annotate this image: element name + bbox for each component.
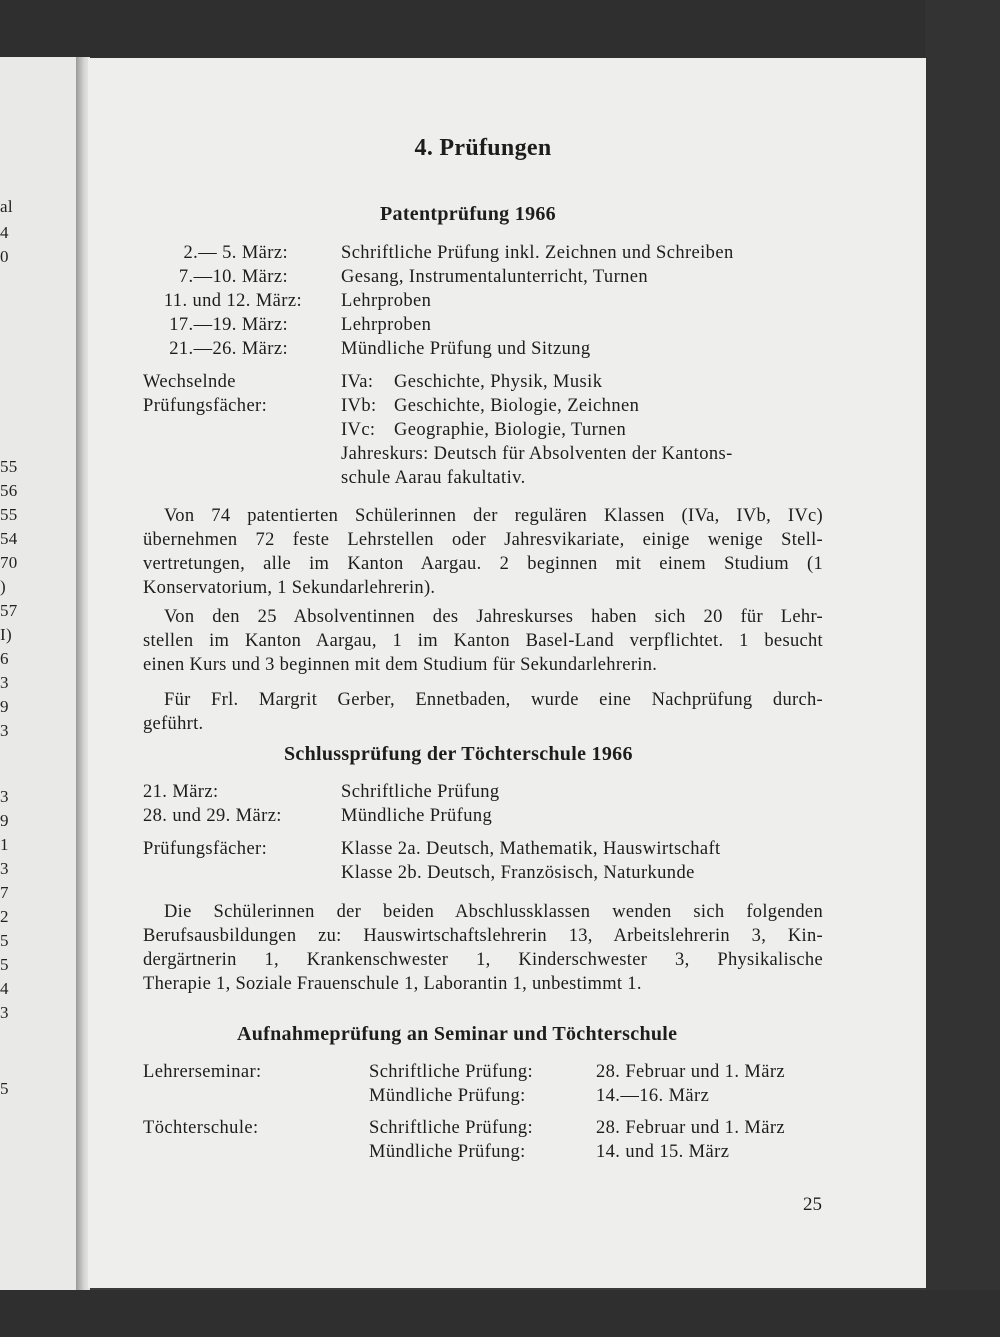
left-fragment: 4 [0,979,9,998]
schedule-text: Lehrproben [341,315,432,335]
background-top [0,0,1000,60]
aufnahme-date: 28. Februar und 1. März [596,1118,786,1138]
paragraph-nachpruefung [143,688,823,736]
paragraph-absolventinnen [143,605,823,677]
jahreskurs-note: schule Aarau fakultativ. [341,468,526,488]
page [88,58,926,1288]
subject-class: IVa: [341,372,374,392]
left-fragment: 56 [0,481,18,500]
left-fragment: ) [0,577,6,596]
left-fragment: 2 [0,907,9,926]
aufnahme-date: 14. und 15. März [596,1142,730,1162]
subjects-label: Prüfungsfächer: [143,396,268,416]
subjects-label: Prüfungsfächer: [143,839,268,859]
left-fragment: 1 [0,835,9,854]
aufnahme-type: Mündliche Prüfung: [369,1086,526,1106]
left-fragment: 3 [0,1003,9,1022]
aufnahme-label: Lehrerseminar: [143,1062,262,1082]
left-fragment: 5 [0,1079,9,1098]
schedule-text: Mündliche Prüfung und Sitzung [341,339,591,359]
schedule-text: Mündliche Prüfung [341,806,493,826]
subject-class: IVb: [341,396,377,416]
aufnahme-label: Töchterschule: [143,1118,259,1138]
left-fragment: 9 [0,811,9,830]
left-facing-page [0,57,80,1290]
paragraph-line: Berufsausbildungen zu: Hauswirtschaftslehrerin 13, Arbeitslehrerin 3, Kin- [143,926,823,946]
schedule-text: Lehrproben [341,291,432,311]
aufnahme-date: 14.—16. März [596,1086,710,1106]
left-fragment: 5 [0,955,9,974]
left-fragment: 57 [0,601,18,620]
left-fragment: 7 [0,883,9,902]
subject-list: Klasse 2a. Deutsch, Mathematik, Hauswirtschaft [341,839,721,859]
page-title: 4. Prüfungen [414,135,552,161]
left-fragment: 6 [0,649,9,668]
left-fragment: 55 [0,505,18,524]
subject-list: Geschichte, Biologie, Zeichnen [394,396,640,416]
left-fragment: 0 [0,247,9,266]
paragraph-line: Von 74 patentierten Schülerinnen der regulären Klassen (IVa, IVb, IVc) [164,506,823,526]
paragraph-line: stellen im Kanton Aargau, 1 im Kanton Basel-Land verpflichtet. 1 besucht [143,631,823,651]
left-fragment: 3 [0,721,9,740]
aufnahme-type: Schriftliche Prüfung: [369,1118,534,1138]
page-number: 25 [803,1194,822,1215]
subject-list: Geschichte, Physik, Musik [394,372,603,392]
paragraph-line: dergärtnerin 1, Krankenschwester 1, Kinderschwester 3, Physikalische [143,950,823,970]
schedule-date: 11. und 12. März: [163,291,302,311]
paragraph-line: Therapie 1, Soziale Frauenschule 1, Laborantin 1, unbestimmt 1. [143,974,642,994]
section-heading-schlusspruefung: Schlussprüfung der Töchterschule 1966 [284,743,633,765]
schedule-text: Schriftliche Prüfung inkl. Zeichnen und Schreiben [341,243,734,263]
left-fragment: 5 [0,931,9,950]
paragraph-line: Die Schülerinnen der beiden Abschlussklassen wenden sich folgenden [164,902,823,922]
schedule-date: 2.— 5. März: [183,243,288,263]
aufnahme-type: Mündliche Prüfung: [369,1142,526,1162]
left-fragment: 55 [0,457,18,476]
paragraph-line: geführt. [143,714,204,734]
section-heading-aufnahmepruefung: Aufnahmeprüfung an Seminar und Töchterschule [237,1023,678,1045]
subject-class: IVc: [341,420,376,440]
schedule-text: Schriftliche Prüfung [341,782,500,802]
left-fragment: 4 [0,223,9,242]
paragraph-line: Konservatorium, 1 Sekundarlehrerin). [143,578,436,598]
subject-list: Geographie, Biologie, Turnen [394,420,627,440]
paragraph-patentierte [143,504,823,600]
subjects-label: Wechselnde [143,372,236,392]
schedule-date: 17.—19. März: [169,315,288,335]
left-fragment: 3 [0,859,9,878]
paragraph-berufsausbildungen [143,900,823,996]
section-heading-patentpruefung: Patentprüfung 1966 [380,203,556,225]
paragraph-line: Für Frl. Margrit Gerber, Ennetbaden, wurde eine Nachprüfung durch- [164,690,823,710]
aufnahme-date: 28. Februar und 1. März [596,1062,786,1082]
left-fragment: al [0,197,13,216]
aufnahme-type: Schriftliche Prüfung: [369,1062,534,1082]
left-fragment: 3 [0,673,9,692]
schedule-text: Gesang, Instrumentalunterricht, Turnen [341,267,649,287]
left-fragment: 9 [0,697,9,716]
paragraph-line: Von den 25 Absolventinnen des Jahreskurses haben sich 20 für Lehr- [164,607,823,627]
background-bottom [0,1290,1000,1337]
left-fragment: 54 [0,529,18,548]
paragraph-line: einen Kurs und 3 beginnen mit dem Studium für Sekundarlehrerin. [143,655,658,675]
schedule-date: 21. März: [143,782,219,802]
background-right [925,0,1000,1337]
schedule-date: 28. und 29. März: [143,806,282,826]
left-fragment: I) [0,625,12,644]
subject-list: Klasse 2b. Deutsch, Französisch, Naturkunde [341,863,695,883]
left-fragment: 70 [0,553,18,572]
paragraph-line: übernehmen 72 feste Lehrstellen oder Jahresvikariate, einige wenige Stell- [143,530,823,550]
left-fragment: 3 [0,787,9,806]
paragraph-line: vertretungen, alle im Kanton Aargau. 2 beginnen mit einem Studium (1 [143,554,823,574]
schedule-date: 21.—26. März: [169,339,288,359]
jahreskurs-note: Jahreskurs: Deutsch für Absolventen der Kantons- [341,444,733,464]
schedule-date: 7.—10. März: [178,267,288,287]
